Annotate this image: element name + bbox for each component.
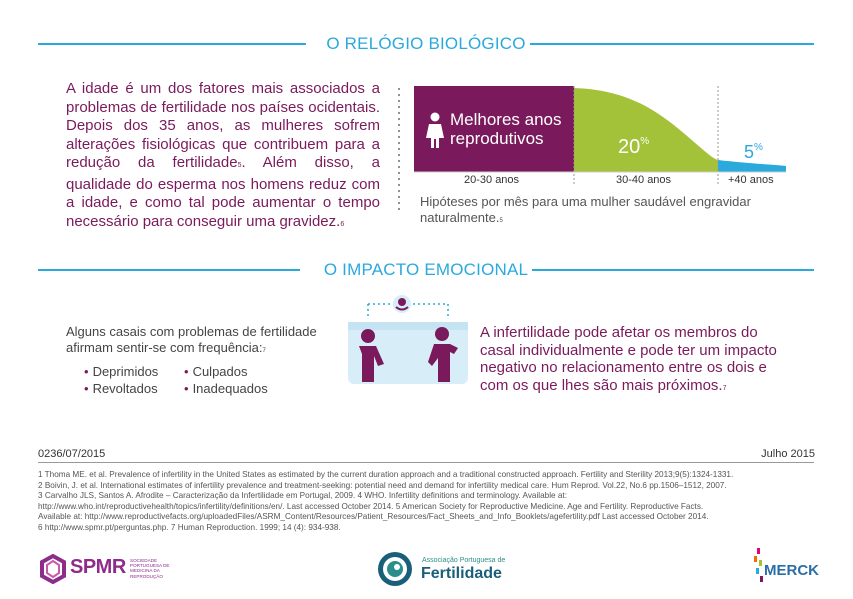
list-item: • Deprimidos (84, 364, 159, 379)
fertility-chart (414, 86, 786, 190)
reference-marker: 5 (237, 162, 242, 169)
footer-divider (38, 462, 814, 463)
merck-wordmark: MERCK (764, 562, 819, 579)
reference-line: 6 http://www.spmr.pt/perguntas.php. 7 Human Reproduction. 1999; 14 (4): 934-938. (38, 522, 341, 532)
list-item: • Revoltados (84, 381, 158, 396)
references (38, 470, 828, 533)
merck-logo (754, 548, 820, 588)
emotional-paragraph (480, 324, 790, 397)
reference-line: http://www.who.int/reproductivehealth/topics/infertility/definitions/en/. Last accessed October 2014. 5 American Society for Reproductive Medicine. Age and Fertility. Reproductive Facts. (38, 501, 704, 511)
reference-line: 1 Thoma ME. et al. Prevalence of infertility in the United States as estimated by the current duration approach and a traditional constructed approach. Fertility and Sterility 2013;9(5):1324-1331. (38, 470, 734, 479)
chart-area-30-40 (574, 88, 718, 172)
spmr-emblem-icon (38, 554, 68, 584)
dotted-divider (398, 86, 400, 214)
emotional-text: A infertilidade pode afetar os membros do casal individualmente e pode ter um impacto negativo no relacionamento entre os dois e com os que lhes são mais próximos. (480, 324, 777, 394)
reference-marker: 7 (722, 384, 727, 392)
reference-marker: 5 (499, 218, 503, 224)
list-item: • Inadequados (184, 381, 268, 396)
section-heading-biological-clock (38, 34, 814, 54)
reference-line: 3 Carvalho JLS, Santos A. Afrodite – Caracterização da Infertilidade em Portugal, 2009. 4 WHO. Infertility definitions and terminology. Available at: (38, 491, 567, 500)
spmr-wordmark: SPMR (70, 556, 126, 578)
spmr-subtitle: SOCIEDADE PORTUGUESA DE MEDICINA DA REPRODUÇÃO (130, 558, 170, 579)
intro-text-2: . Além disso, a qualidade do esperma nos homens reduz com a idade, e como tal pode aumentar o tempo necessário para conseguir uma gravidez. (66, 154, 380, 230)
spmr-logo (38, 552, 188, 586)
section-heading-emotional-impact (38, 260, 814, 280)
reference-marker: 6 (340, 220, 345, 228)
tick-label: 20-30 anos (464, 174, 520, 186)
apf-subtitle: Associação Portuguesa de (422, 557, 506, 564)
merck-emblem-icon (754, 548, 764, 584)
document-code: 0236/07/2015 (38, 448, 106, 460)
list-item: • Culpados (184, 364, 248, 379)
bullet-icon: • (84, 381, 89, 396)
bullet-icon: • (184, 364, 189, 379)
section-title: O IMPACTO EMOCIONAL (323, 260, 529, 279)
apf-emblem-icon (376, 550, 414, 588)
feelings-intro-text: Alguns casais com problemas de fertilidade afirmam sentir-se com frequência: (66, 324, 317, 355)
woman-icon (424, 112, 446, 148)
value-label-5: 5% (744, 142, 763, 162)
couple-illustration-icon (346, 290, 470, 390)
intro-text-1: A idade é um dos fatores mais associados a problemas de fertilidade nos países ocidentais. Depois dos 35 anos, as mulheres sofrem alterações fisiológicas que contribuem para a redução da fertilidade (66, 80, 380, 171)
reference-line: Available at: http://www.reproductivefacts.org/uploadedFiles/ASRM_Content/Resources/Patient_Resources/Fact_Sheets_and_Info_Booklets/agefertility.pdf Last accessed October 2014. (38, 512, 709, 521)
bullet-icon: • (84, 364, 89, 379)
reference-line: 2 Boivin, J. et al. International estimates of infertility prevalence and treatment-seeking: potential need and demand for infertility medical care. Hum Reprod. Vol.22, No.6 pp.1506–1512, 2007. (38, 480, 727, 490)
heading-line-right (532, 269, 814, 271)
chart-caption (420, 194, 780, 229)
best-years-label: Melhores anos reprodutivos (450, 110, 562, 148)
apf-logo (374, 550, 524, 588)
tick-label: +40 anos (728, 174, 774, 186)
feelings-intro (66, 324, 336, 359)
value-label-20: 20% (618, 136, 650, 158)
intro-paragraph (66, 80, 380, 234)
apf-wordmark: Fertilidade (421, 565, 502, 582)
section-title: O RELÓGIO BIOLÓGICO (326, 34, 526, 53)
bullet-icon: • (184, 381, 189, 396)
reference-marker: 7 (262, 348, 266, 354)
heading-line-right (530, 43, 814, 45)
caption-text: Hipóteses por mês para uma mulher saudável engravidar naturalmente. (420, 194, 751, 225)
tick-label: 30-40 anos (616, 174, 672, 186)
document-date: Julho 2015 (761, 448, 815, 460)
